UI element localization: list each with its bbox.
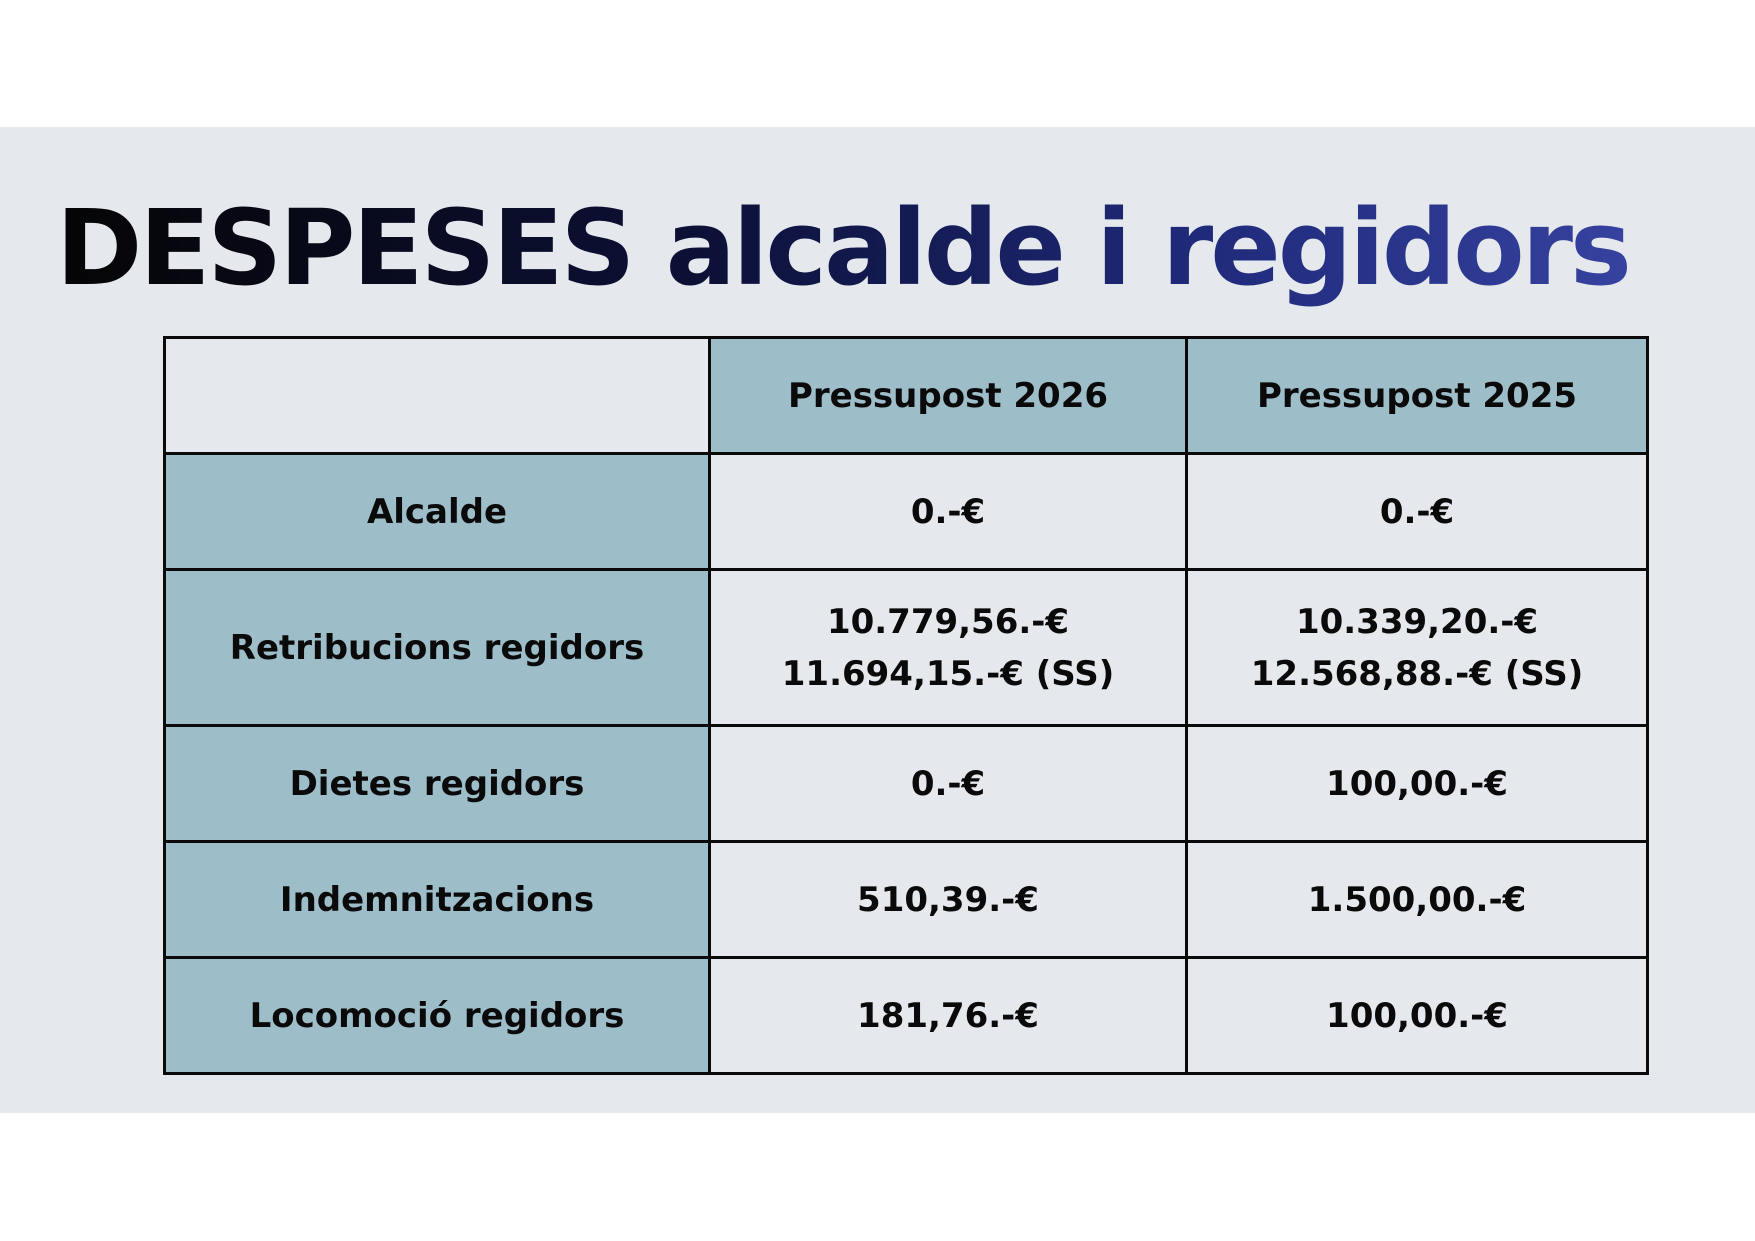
table-row-alcalde	[165, 454, 1648, 570]
value-2026-line-1: 10.779,56.-€	[826, 601, 1070, 642]
page-title: DESPESES alcalde i regidors	[56, 188, 1736, 308]
value-2026: 0.-€	[710, 454, 1187, 570]
value-2025-line-1: 10.339,20.-€	[1295, 601, 1539, 642]
value-2026: 181,76.-€	[710, 958, 1187, 1074]
row-label: Indemnitzacions	[165, 842, 710, 958]
header-budget-2025: Pressupost 2025	[1187, 338, 1648, 454]
row-label: Locomoció regidors	[165, 958, 710, 1074]
value-2025: 100,00.-€	[1187, 726, 1648, 842]
header-budget-2026: Pressupost 2026	[710, 338, 1187, 454]
budget-table	[163, 336, 1649, 1075]
header-empty-cell	[165, 338, 710, 454]
row-label: Alcalde	[165, 454, 710, 570]
table-row-dietes	[165, 726, 1648, 842]
value-2025: 100,00.-€	[1187, 958, 1648, 1074]
table-row-locomocio	[165, 958, 1648, 1074]
table-header-row	[165, 338, 1648, 454]
value-2025: 1.500,00.-€	[1187, 842, 1648, 958]
row-label: Retribucions regidors	[165, 570, 710, 726]
row-label: Dietes regidors	[165, 726, 710, 842]
value-2026: 510,39.-€	[710, 842, 1187, 958]
value-2026-line-2: 11.694,15.-€ (SS)	[781, 653, 1115, 694]
value-2026	[710, 570, 1187, 726]
table-row-indemnitzacions	[165, 842, 1648, 958]
value-2025-line-2: 12.568,88.-€ (SS)	[1250, 653, 1584, 694]
table-row-retribucions	[165, 570, 1648, 726]
value-2025: 0.-€	[1187, 454, 1648, 570]
value-2025	[1187, 570, 1648, 726]
value-2026: 0.-€	[710, 726, 1187, 842]
